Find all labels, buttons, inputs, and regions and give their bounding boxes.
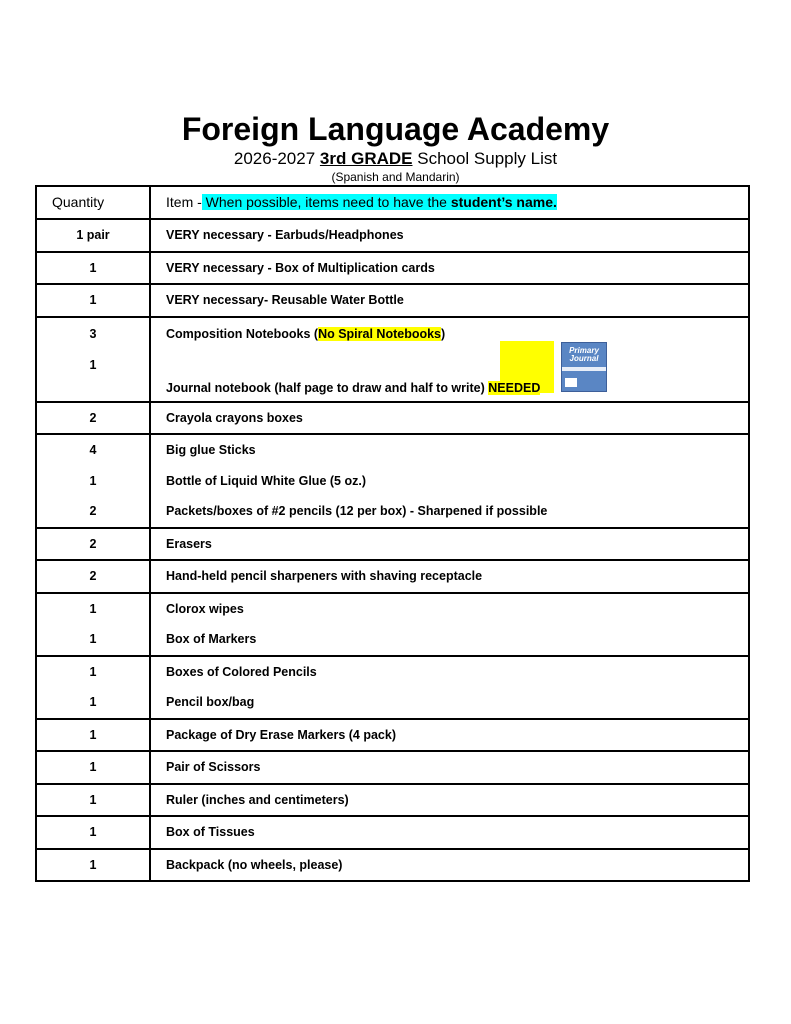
item-text: Crayola crayons boxes xyxy=(166,410,303,425)
quantity-value: 1 xyxy=(89,293,97,307)
item-text: Packets/boxes of #2 pencils (12 per box) - Sharpened if possible xyxy=(166,504,548,518)
item-header-name-note: student’s name. xyxy=(450,194,557,210)
table-row xyxy=(36,219,749,252)
table-header-row xyxy=(36,186,749,219)
quantity-value: 2 xyxy=(89,410,97,425)
quantity-value: 1 xyxy=(89,857,97,872)
quantity-value: 2 xyxy=(89,536,97,551)
primary-journal-book-icon xyxy=(561,342,607,392)
item-text: Pair of Scissors xyxy=(166,760,261,774)
item-text: Erasers xyxy=(166,536,212,551)
table-row xyxy=(36,719,749,752)
no-spiral-highlight: No Spiral Notebooks xyxy=(318,326,442,341)
page-subtitle xyxy=(0,149,791,169)
quantity-value: 1 xyxy=(89,727,97,742)
table-row xyxy=(36,849,749,882)
item-header-note: When possible, items need to have the xyxy=(201,194,451,210)
item-header xyxy=(151,187,748,218)
item-text: VERY necessary - Earbuds/Headphones xyxy=(166,228,404,242)
quantity-value: 1 xyxy=(89,695,97,709)
item-text: Backpack (no wheels, please) xyxy=(166,857,343,872)
supply-table xyxy=(35,185,750,882)
item-text: VERY necessary - Box of Multiplication cards xyxy=(166,260,435,275)
quantity-value: 4 xyxy=(89,443,97,457)
quantity-value: 1 xyxy=(89,760,97,774)
item-text: Big glue Sticks xyxy=(166,443,256,457)
quantity-value: 2 xyxy=(89,504,97,518)
quantity-value: 1 xyxy=(89,632,97,646)
quantity-header: Quantity xyxy=(52,194,105,210)
item-text: Hand-held pencil sharpeners with shaving receptacle xyxy=(166,569,483,583)
quantity-value: 3 xyxy=(89,326,97,341)
quantity-header-cell xyxy=(36,186,150,219)
table-row xyxy=(36,402,749,435)
table-row xyxy=(36,816,749,849)
table-row xyxy=(36,560,749,593)
item-text: Box of Markers xyxy=(166,632,257,646)
item-text: Clorox wipes xyxy=(166,601,244,616)
quantity-value: 1 xyxy=(89,357,97,372)
table-row xyxy=(36,284,749,317)
page-title: Foreign Language Academy xyxy=(181,111,610,147)
quantity-value: 1 xyxy=(89,601,97,616)
quantity-value: 2 xyxy=(89,569,97,583)
quantity-value: 1 xyxy=(89,792,97,807)
language-note: (Spanish and Mandarin) xyxy=(331,170,460,184)
item-header-prefix: Item - xyxy=(166,194,202,210)
composition-notebooks-text: Composition Notebooks (No Spiral Notebooks) xyxy=(166,326,446,341)
quantity-value: 1 xyxy=(89,664,97,679)
item-text: Ruler (inches and centimeters) xyxy=(166,792,349,807)
journal-notebook-text: Journal notebook (half page to draw and half to write) NEEDED xyxy=(166,380,541,395)
subtitle-rest: School Supply List xyxy=(417,149,558,168)
table-row xyxy=(36,434,749,528)
item-text: Boxes of Colored Pencils xyxy=(166,664,317,679)
item-text: Bottle of Liquid White Glue (5 oz.) xyxy=(166,473,366,488)
quantity-value: 1 xyxy=(89,260,97,275)
subtitle-grade: 3rd GRADE xyxy=(319,149,413,168)
table-row xyxy=(36,751,749,784)
quantity-value: 1 xyxy=(89,473,97,488)
subtitle-year: 2026-2027 xyxy=(233,149,316,168)
item-text: Package of Dry Erase Markers (4 pack) xyxy=(166,727,396,742)
table-row xyxy=(36,593,749,656)
quantity-value: 1 pair xyxy=(76,228,110,242)
journal-image-title: Primary Journal xyxy=(569,345,599,363)
table-row xyxy=(36,784,749,817)
quantity-value: 1 xyxy=(89,825,97,839)
needed-highlight: NEEDED xyxy=(488,380,541,395)
item-text: VERY necessary- Reusable Water Bottle xyxy=(166,293,404,307)
item-text: Box of Tissues xyxy=(166,825,255,839)
item-header-cell xyxy=(150,186,749,219)
item-text: Pencil box/bag xyxy=(166,695,255,709)
item-header-highlight xyxy=(202,194,557,210)
table-row xyxy=(36,656,749,719)
table-row xyxy=(36,252,749,285)
table-row xyxy=(36,528,749,561)
table-row-notebooks xyxy=(36,317,749,402)
